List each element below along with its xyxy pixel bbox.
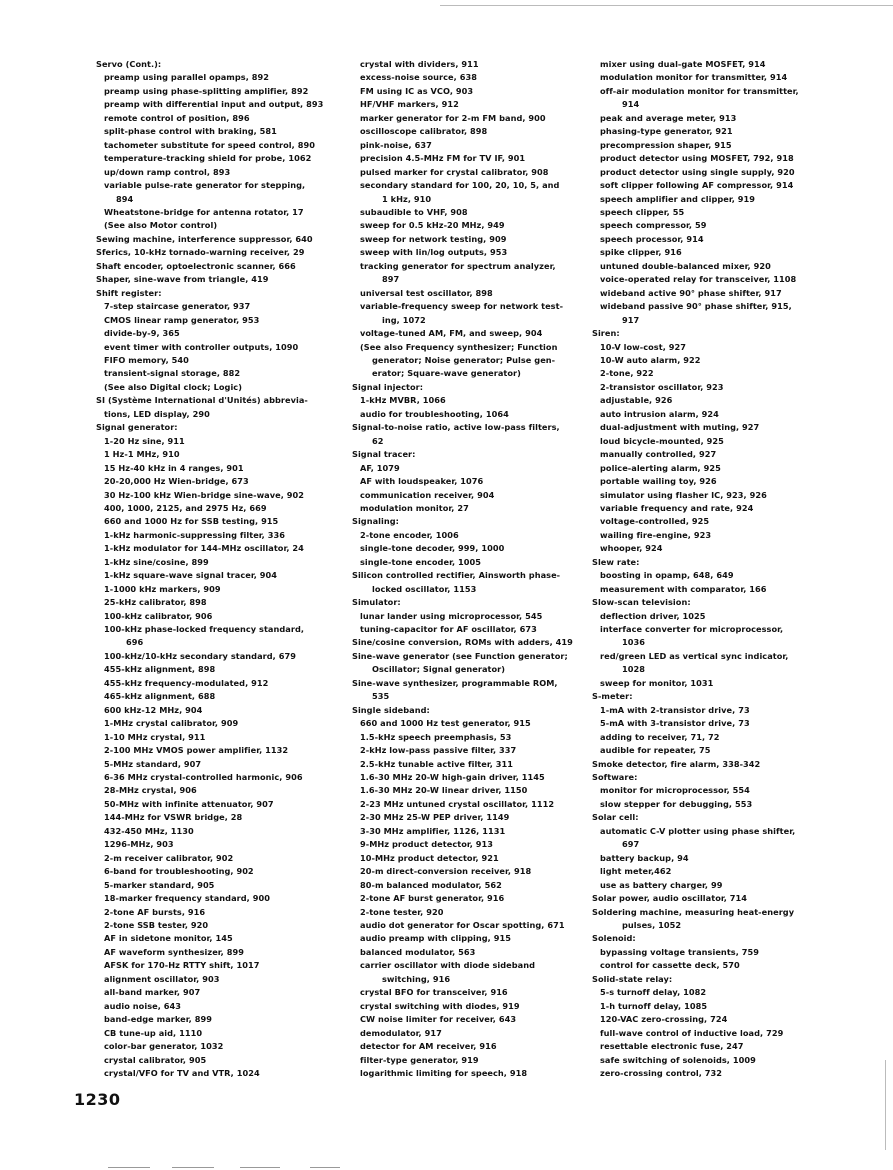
- index-subentry: switching, 916: [382, 973, 451, 984]
- index-heading: Servo (Cont.):: [96, 59, 162, 69]
- index-subentry: modulation monitor, 27: [360, 502, 469, 513]
- scan-edge-line: [108, 1167, 150, 1168]
- index-subentry: 2-23 MHz untuned crystal oscillator, 1112: [360, 798, 555, 809]
- index-subentry: dual-adjustment with muting, 927: [600, 422, 760, 433]
- index-subentry: 897: [382, 274, 400, 285]
- index-subentry: voltage-tuned AM, FM, and sweep, 904: [360, 328, 543, 339]
- index-heading: Siren:: [592, 328, 620, 339]
- index-subentry: oscilloscope calibrator, 898: [360, 126, 488, 137]
- index-subentry: remote control of position, 896: [104, 112, 250, 123]
- index-heading: Silicon controlled rectifier, Ainsworth phase-: [352, 570, 561, 581]
- index-subentry: police-alerting alarm, 925: [600, 462, 721, 473]
- index-subentry: 3-30 MHz amplifier, 1126, 1131: [360, 825, 506, 836]
- index-subentry: preamp using parallel opamps, 892: [104, 72, 270, 83]
- index-subentry: 455-kHz frequency-modulated, 912: [104, 677, 269, 688]
- index-heading: Signal generator:: [96, 422, 178, 433]
- index-subentry: transient-signal storage, 882: [104, 368, 241, 379]
- index-subentry: 18-marker frequency standard, 900: [104, 893, 270, 904]
- index-subentry: boosting in opamp, 648, 649: [600, 570, 734, 581]
- index-subentry: 1-kHz square-wave signal tracer, 904: [104, 570, 278, 581]
- index-heading: Solid-state relay:: [592, 973, 673, 984]
- index-subentry: tachometer substitute for speed control, 890: [104, 139, 315, 150]
- index-subentry: audio preamp with clipping, 915: [360, 933, 511, 944]
- index-heading: Shaper, sine-wave from triangle, 419: [96, 274, 269, 285]
- index-subentry: AF, 1079: [360, 462, 400, 473]
- index-heading: Signal-to-noise ratio, active low-pass filters,: [352, 422, 560, 433]
- index-subentry: audio for troubleshooting, 1064: [360, 408, 509, 419]
- index-subentry: 1.5-kHz speech preemphasis, 53: [360, 731, 512, 742]
- index-subentry: 2-tone AF burst generator, 916: [360, 893, 505, 904]
- index-subentry: soft clipper following AF compressor, 914: [600, 180, 794, 191]
- index-subentry: variable frequency and rate, 924: [600, 502, 754, 513]
- index-heading: Sine/cosine conversion, ROMs with adders, 419: [352, 637, 573, 648]
- index-subentry: AF in sidetone monitor, 145: [104, 933, 233, 944]
- index-subentry: 455-kHz alignment, 898: [104, 664, 216, 675]
- index-subentry: 1 Hz-1 MHz, 910: [104, 449, 180, 460]
- index-subentry: 2-tone, 922: [600, 368, 654, 379]
- index-subentry: 80-m balanced modulator, 562: [360, 879, 502, 890]
- index-subentry: 1.6-30 MHz 20-W high-gain driver, 1145: [360, 772, 545, 783]
- index-heading: Signaling:: [352, 516, 399, 527]
- index-subentry: 6-band for troubleshooting, 902: [104, 866, 254, 877]
- index-subentry: 10-V low-cost, 927: [600, 341, 686, 352]
- index-subentry: 697: [622, 839, 640, 850]
- index-subentry: 100-kHz/10-kHz secondary standard, 679: [104, 650, 296, 661]
- index-heading: SI (Système International d'Unités) abbrevia-: [96, 395, 308, 406]
- index-subentry: 2-transistor oscillator, 923: [600, 381, 724, 392]
- index-subentry: (See also Motor control): [104, 220, 218, 231]
- index-subentry: mixer using dual-gate MOSFET, 914: [600, 59, 766, 69]
- index-subentry: 600 kHz-12 MHz, 904: [104, 704, 203, 715]
- index-subentry: locked oscillator, 1153: [372, 583, 477, 594]
- index-subentry: 20-20,000 Hz Wien-bridge, 673: [104, 476, 249, 487]
- index-subentry: 15 Hz-40 kHz in 4 ranges, 901: [104, 462, 244, 473]
- index-subentry: crystal calibrator, 905: [104, 1054, 207, 1065]
- index-subentry: measurement with comparator, 166: [600, 583, 767, 594]
- index-heading: Sferics, 10-kHz tornado-warning receiver, 29: [96, 247, 305, 258]
- index-subentry: battery backup, 94: [600, 852, 689, 863]
- index-subentry: secondary standard for 100, 20, 10, 5, and: [360, 180, 560, 191]
- index-heading: Solar power, audio oscillator, 714: [592, 893, 748, 904]
- index-subentry: sweep for network testing, 909: [360, 233, 507, 244]
- index-subentry: wideband active 90° phase shifter, 917: [600, 287, 782, 298]
- index-subentry: 1296-MHz, 903: [104, 839, 174, 850]
- index-subentry: pink-noise, 637: [360, 139, 432, 150]
- index-subentry: modulation monitor for transmitter, 914: [600, 72, 788, 83]
- index-subentry: preamp with differential input and output, 893: [104, 99, 324, 110]
- index-heading: Signal tracer:: [352, 449, 416, 460]
- index-subentry: monitor for microprocessor, 554: [600, 785, 750, 796]
- index-subentry: crystal BFO for transceiver, 916: [360, 987, 508, 998]
- index-subentry: 1-kHz harmonic-suppressing filter, 336: [104, 529, 285, 540]
- index-subentry: wideband passive 90° phase shifter, 915,: [600, 301, 792, 312]
- index-subentry: speech compressor, 59: [600, 220, 707, 231]
- index-subentry: lunar lander using microprocessor, 545: [360, 610, 543, 621]
- index-subentry: resettable electronic fuse, 247: [600, 1041, 744, 1052]
- index-subentry: adjustable, 926: [600, 395, 673, 406]
- index-column-3: [592, 58, 832, 1080]
- index-subentry: 2-tone encoder, 1006: [360, 529, 459, 540]
- index-subentry: tuning-capacitor for AF oscillator, 673: [360, 624, 537, 635]
- index-subentry: 30 Hz-100 kHz Wien-bridge sine-wave, 902: [104, 489, 305, 500]
- index-subentry: 1-MHz crystal calibrator, 909: [104, 718, 239, 729]
- index-subentry: 1-mA with 2-transistor drive, 73: [600, 704, 750, 715]
- index-subentry: 2-m receiver calibrator, 902: [104, 852, 234, 863]
- index-heading: Soldering machine, measuring heat-energy: [592, 906, 795, 917]
- index-subentry: excess-noise source, 638: [360, 72, 477, 83]
- index-subentry: 1-kHz sine/cosine, 899: [104, 556, 209, 567]
- index-heading: Simulator:: [352, 597, 401, 608]
- index-subentry: split-phase control with braking, 581: [104, 126, 277, 137]
- index-subentry: generator; Noise generator; Pulse gen-: [372, 354, 556, 365]
- index-subentry: 2-tone tester, 920: [360, 906, 444, 917]
- index-subentry: 1-20 Hz sine, 911: [104, 435, 185, 446]
- index-subentry: phasing-type generator, 921: [600, 126, 733, 137]
- index-heading: Sine-wave generator (see Function generator;: [352, 650, 568, 661]
- index-subentry: use as battery charger, 99: [600, 879, 723, 890]
- index-subentry: automatic C-V plotter using phase shifter,: [600, 825, 796, 836]
- index-subentry: 20-m direct-conversion receiver, 918: [360, 866, 532, 877]
- index-subentry: CB tune-up aid, 1110: [104, 1027, 203, 1038]
- index-subentry: event timer with controller outputs, 1090: [104, 341, 299, 352]
- index-subentry: product detector using single supply, 920: [600, 166, 795, 177]
- scan-edge-line: [885, 1060, 886, 1150]
- index-subentry: product detector using MOSFET, 792, 918: [600, 153, 794, 164]
- index-subentry: 28-MHz crystal, 906: [104, 785, 197, 796]
- index-subentry: voltage-controlled, 925: [600, 516, 710, 527]
- index-subentry: crystal with dividers, 911: [360, 59, 479, 69]
- index-subentry: 535: [372, 691, 390, 702]
- index-subentry: voice-operated relay for transceiver, 1108: [600, 274, 797, 285]
- index-subentry: slow stepper for debugging, 553: [600, 798, 753, 809]
- index-subentry: preamp using phase-splitting amplifier, 892: [104, 85, 309, 96]
- index-subentry: color-bar generator, 1032: [104, 1041, 224, 1052]
- index-subentry: full-wave control of inductive load, 729: [600, 1027, 784, 1038]
- index-subentry: 25-kHz calibrator, 898: [104, 597, 207, 608]
- index-subentry: all-band marker, 907: [104, 987, 201, 998]
- index-subentry: 1-h turnoff delay, 1085: [600, 1000, 708, 1011]
- index-subentry: filter-type generator, 919: [360, 1054, 479, 1065]
- index-subentry: spike clipper, 916: [600, 247, 682, 258]
- index-subentry: 5-mA with 3-transistor drive, 73: [600, 718, 750, 729]
- index-column-1: [96, 58, 348, 1080]
- index-heading: S-meter:: [592, 691, 633, 702]
- index-subentry: detector for AM receiver, 916: [360, 1041, 497, 1052]
- page-number: 1230: [74, 1090, 121, 1109]
- index-subentry: 62: [372, 435, 384, 446]
- index-subentry: sweep for monitor, 1031: [600, 677, 714, 688]
- index-subentry: bypassing voltage transients, 759: [600, 946, 760, 957]
- index-subentry: 120-VAC zero-crossing, 724: [600, 1014, 728, 1025]
- index-subentry: (See also Frequency synthesizer; Function: [360, 341, 558, 352]
- index-subentry: 50-MHz with infinite attenuator, 907: [104, 798, 274, 809]
- index-subentry: portable wailing toy, 926: [600, 476, 717, 487]
- index-subentry: speech clipper, 55: [600, 206, 685, 217]
- index-subentry: whooper, 924: [600, 543, 663, 554]
- index-subentry: crystal/VFO for TV and VTR, 1024: [104, 1067, 260, 1078]
- index-heading: Slew rate:: [592, 556, 640, 567]
- index-subentry: 2-tone AF bursts, 916: [104, 906, 206, 917]
- index-subentry: 5-s turnoff delay, 1082: [600, 987, 707, 998]
- index-subentry: 696: [126, 637, 144, 648]
- index-subentry: tracking generator for spectrum analyzer,: [360, 260, 556, 271]
- index-subentry: 400, 1000, 2125, and 2975 Hz, 669: [104, 502, 267, 513]
- index-subentry: 660 and 1000 Hz test generator, 915: [360, 718, 531, 729]
- index-subentry: subaudible to VHF, 908: [360, 206, 468, 217]
- index-subentry: sweep for 0.5 kHz-20 MHz, 949: [360, 220, 505, 231]
- index-subentry: communication receiver, 904: [360, 489, 495, 500]
- index-subentry: off-air modulation monitor for transmitter,: [600, 85, 799, 96]
- index-subentry: crystal switching with diodes, 919: [360, 1000, 520, 1011]
- index-subentry: divide-by-9, 365: [104, 328, 180, 339]
- index-subentry: 7-step staircase generator, 937: [104, 301, 251, 312]
- index-subentry: logarithmic limiting for speech, 918: [360, 1067, 528, 1078]
- index-subentry: FM using IC as VCO, 903: [360, 85, 474, 96]
- index-subentry: demodulator, 917: [360, 1027, 442, 1038]
- index-subentry: 100-kHz phase-locked frequency standard,: [104, 624, 305, 635]
- index-subentry: 465-kHz alignment, 688: [104, 691, 216, 702]
- index-subentry: deflection driver, 1025: [600, 610, 706, 621]
- index-heading: Solar cell:: [592, 812, 639, 823]
- index-subentry: AFSK for 170-Hz RTTY shift, 1017: [104, 960, 260, 971]
- index-subentry: marker generator for 2-m FM band, 900: [360, 112, 546, 123]
- index-heading: Signal injector:: [352, 381, 424, 392]
- index-subentry: light meter,462: [600, 866, 672, 877]
- index-subentry: balanced modulator, 563: [360, 946, 476, 957]
- index-subentry: single-tone decoder, 999, 1000: [360, 543, 505, 554]
- index-subentry: pulses, 1052: [622, 920, 682, 930]
- index-subentry: variable pulse-rate generator for stepping,: [104, 180, 306, 191]
- index-subentry: (See also Digital clock; Logic): [104, 381, 243, 392]
- index-subentry: Oscillator; Signal generator): [372, 664, 506, 675]
- index-heading: Single sideband:: [352, 704, 430, 715]
- scan-edge-line: [172, 1167, 214, 1168]
- index-subentry: 1036: [622, 637, 645, 648]
- index-subentry: 2-30 MHz 25-W PEP driver, 1149: [360, 812, 510, 823]
- index-subentry: safe switching of solenoids, 1009: [600, 1054, 756, 1065]
- index-subentry: 1-1000 kHz markers, 909: [104, 583, 221, 594]
- index-heading: Slow-scan television:: [592, 597, 691, 608]
- index-subentry: adding to receiver, 71, 72: [600, 731, 720, 742]
- index-subentry: erator; Square-wave generator): [372, 368, 521, 379]
- index-subentry: zero-crossing control, 732: [600, 1067, 723, 1078]
- index-subentry: ing, 1072: [382, 314, 426, 325]
- index-subentry: 894: [116, 193, 134, 204]
- index-subentry: 5-marker standard, 905: [104, 879, 215, 890]
- index-subentry: auto intrusion alarm, 924: [600, 408, 719, 419]
- index-subentry: AF with loudspeaker, 1076: [360, 476, 484, 487]
- scan-edge-line: [310, 1167, 340, 1168]
- index-subentry: universal test oscillator, 898: [360, 287, 493, 298]
- index-heading: Smoke detector, fire alarm, 338-342: [592, 758, 761, 769]
- scan-edge-line: [440, 5, 893, 6]
- index-subentry: Wheatstone-bridge for antenna rotator, 17: [104, 206, 304, 217]
- index-subentry: 917: [622, 314, 640, 325]
- index-subentry: 5-MHz standard, 907: [104, 758, 202, 769]
- index-subentry: manually controlled, 927: [600, 449, 717, 460]
- index-subentry: CW noise limiter for receiver, 643: [360, 1014, 517, 1025]
- index-heading: Shaft encoder, optoelectronic scanner, 666: [96, 260, 296, 271]
- index-subentry: 1028: [622, 664, 645, 675]
- index-subentry: HF/VHF markers, 912: [360, 99, 459, 110]
- index-heading: Software:: [592, 772, 638, 783]
- index-subentry: 10-MHz product detector, 921: [360, 852, 499, 863]
- index-subentry: single-tone encoder, 1005: [360, 556, 482, 567]
- index-subentry: 1 kHz, 910: [382, 193, 432, 204]
- index-subentry: precompression shaper, 915: [600, 139, 732, 150]
- index-subentry: loud bicycle-mounted, 925: [600, 435, 724, 446]
- index-subentry: 2-tone SSB tester, 920: [104, 920, 209, 930]
- index-subentry: band-edge marker, 899: [104, 1014, 212, 1025]
- index-subentry: audio dot generator for Oscar spotting, 671: [360, 920, 565, 930]
- index-subentry: peak and average meter, 913: [600, 112, 737, 123]
- index-subentry: 660 and 1000 Hz for SSB testing, 915: [104, 516, 279, 527]
- index-subentry: 100-kHz calibrator, 906: [104, 610, 213, 621]
- index-subentry: carrier oscillator with diode sideband: [360, 960, 536, 971]
- index-heading: Sewing machine, interference suppressor, 640: [96, 233, 313, 244]
- index-heading: Shift register:: [96, 287, 162, 298]
- index-subentry: 1-10 MHz crystal, 911: [104, 731, 206, 742]
- index-subentry: 1-kHz MVBR, 1066: [360, 395, 446, 406]
- index-heading: Sine-wave synthesizer, programmable ROM,: [352, 677, 558, 688]
- index-subentry: 914: [622, 99, 640, 110]
- index-subentry: 432-450 MHz, 1130: [104, 825, 194, 836]
- index-subentry: CMOS linear ramp generator, 953: [104, 314, 260, 325]
- index-subentry: temperature-tracking shield for probe, 1062: [104, 153, 312, 164]
- index-subentry: 1-kHz modulator for 144-MHz oscillator, 24: [104, 543, 304, 554]
- index-subentry: 2-kHz low-pass passive filter, 337: [360, 745, 517, 756]
- index-subentry: precision 4.5-MHz FM for TV IF, 901: [360, 153, 526, 164]
- index-heading: Solenoid:: [592, 933, 636, 944]
- index-subentry: speech processor, 914: [600, 233, 704, 244]
- index-subentry: control for cassette deck, 570: [600, 960, 740, 971]
- index-subentry: 2.5-kHz tunable active filter, 311: [360, 758, 514, 769]
- index-subentry: 9-MHz product detector, 913: [360, 839, 494, 850]
- index-subentry: audio noise, 643: [104, 1000, 182, 1011]
- index-subentry: pulsed marker for crystal calibrator, 908: [360, 166, 549, 177]
- index-subentry: 6-36 MHz crystal-controlled harmonic, 906: [104, 772, 303, 783]
- index-subentry: simulator using flasher IC, 923, 926: [600, 489, 767, 500]
- index-subentry: FIFO memory, 540: [104, 354, 189, 365]
- index-subentry: speech amplifier and clipper, 919: [600, 193, 756, 204]
- index-subentry: red/green LED as vertical sync indicator,: [600, 650, 789, 661]
- scan-edge-line: [240, 1167, 280, 1168]
- index-subentry: AF waveform synthesizer, 899: [104, 946, 244, 957]
- index-subentry: audible for repeater, 75: [600, 745, 711, 756]
- index-subentry: sweep with lin/log outputs, 953: [360, 247, 508, 258]
- index-subentry: tions, LED display, 290: [104, 408, 210, 419]
- index-subentry: 1.6-30 MHz 20-W linear driver, 1150: [360, 785, 528, 796]
- index-subentry: alignment oscillator, 903: [104, 973, 220, 984]
- index-subentry: interface converter for microprocessor,: [600, 624, 784, 635]
- index-subentry: 2-100 MHz VMOS power amplifier, 1132: [104, 745, 289, 756]
- index-subentry: 10-W auto alarm, 922: [600, 354, 701, 365]
- index-subentry: up/down ramp control, 893: [104, 166, 231, 177]
- index-column-2: [352, 58, 588, 1080]
- index-subentry: untuned double-balanced mixer, 920: [600, 260, 771, 271]
- index-subentry: 144-MHz for VSWR bridge, 28: [104, 812, 243, 823]
- index-subentry: wailing fire-engine, 923: [600, 529, 712, 540]
- index-subentry: variable-frequency sweep for network test-: [360, 301, 564, 312]
